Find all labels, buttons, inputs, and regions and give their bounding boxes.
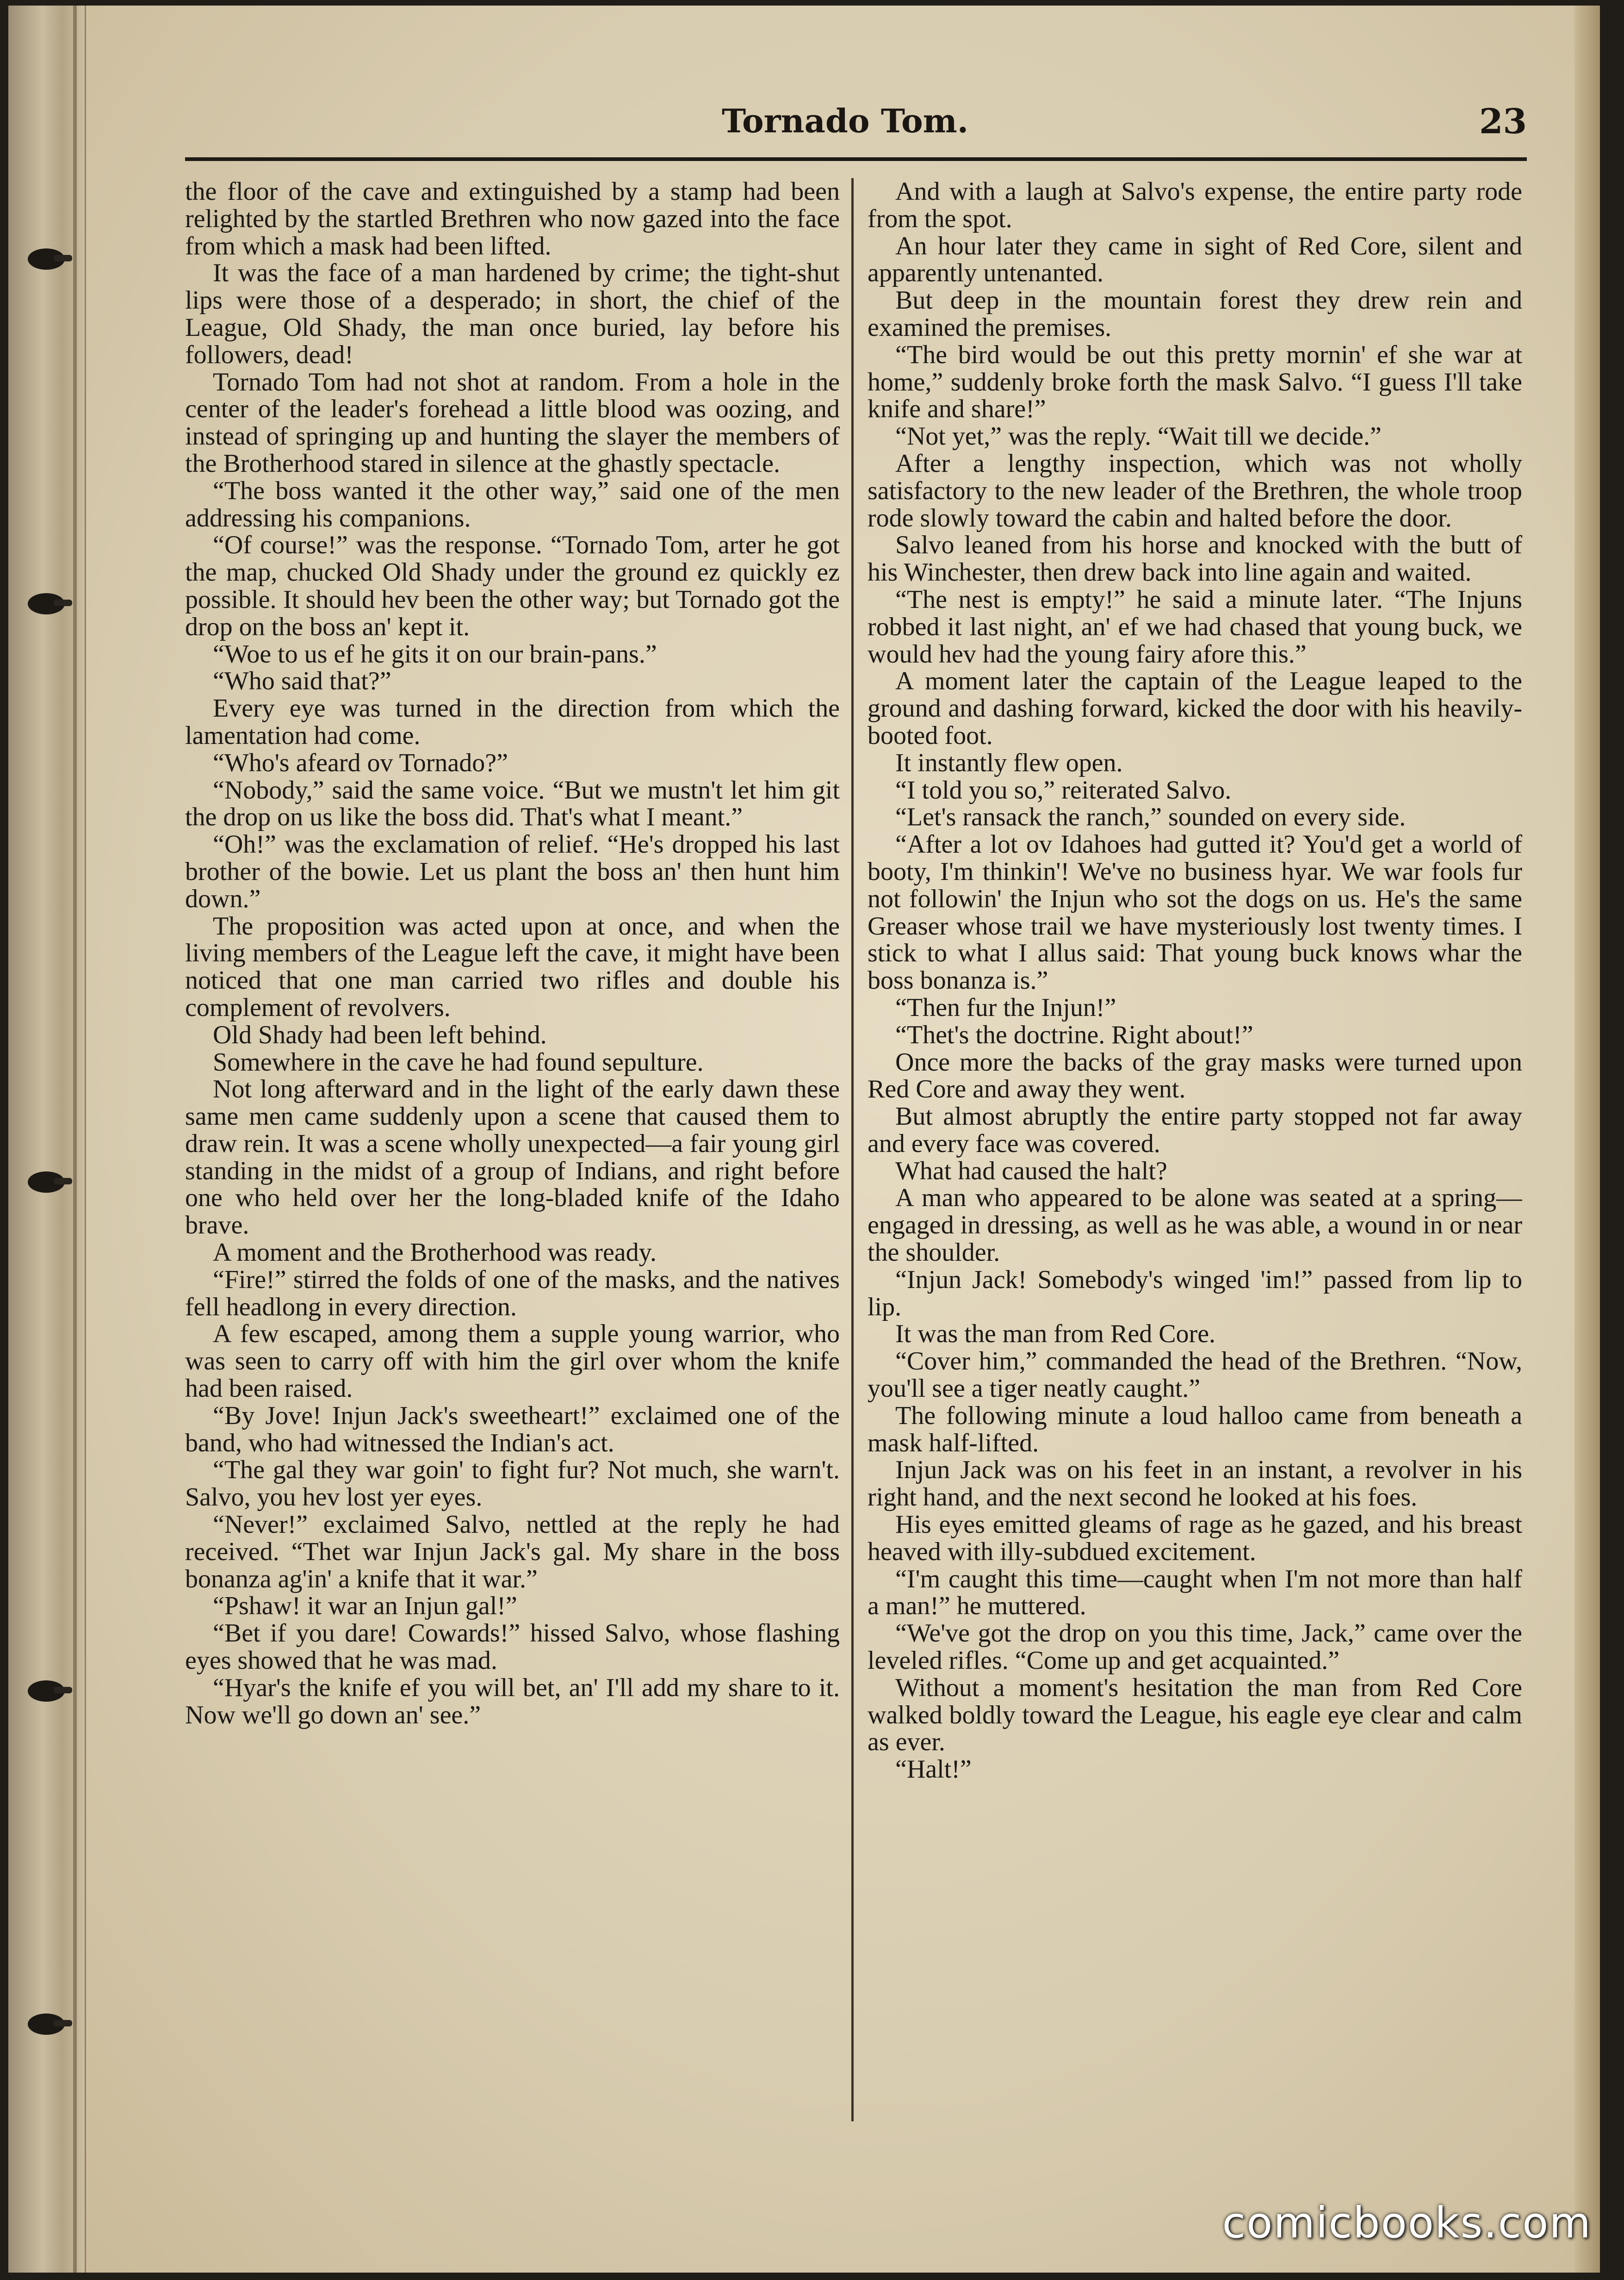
paragraph: “By Jove! Injun Jack's sweetheart!” exclaimed one of the band, who had witnessed the Indian's act. — [185, 1401, 840, 1457]
paragraph: And with a laugh at Salvo's expense, the entire party rode from the spot. — [868, 178, 1522, 233]
paragraph: But deep in the mountain forest they drew rein and examined the premises. — [868, 286, 1522, 342]
paragraph: What had caused the halt? — [895, 1156, 1167, 1185]
paragraph: “Hyar's the knife ef you will bet, an' I'll add my share to it. Now we'll go down an' see.” — [185, 1673, 840, 1729]
column-divider — [851, 178, 854, 2121]
paragraph: “Of course!” was the response. “Tornado Tom, arter he got the map, chucked Old Shady under the ground ez quickly ez possible. It should hev been the other way; but Tornado got the drop on the boss an' kept it. — [185, 531, 840, 641]
paragraph: The proposition was acted upon at once, and when the living members of the League left the cave, it might have been noticed that one man carried two rifles and double his complement of revolvers. — [185, 911, 840, 1022]
paragraph: “Injun Jack! Somebody's winged 'im!” passed from lip to lip. — [868, 1265, 1522, 1321]
paragraph: “I'm caught this time—caught when I'm not more than half a man!” he muttered. — [868, 1564, 1522, 1621]
paragraph: But almost abruptly the entire party stopped not far away and every face was covered. — [868, 1102, 1522, 1158]
binding-hole — [28, 1171, 65, 1193]
binding-spine — [8, 6, 86, 2273]
binding-hole — [28, 1680, 65, 1702]
paragraph: “The nest is empty!” he said a minute later. “The Injuns robbed it last night, an' ef we had chased that young buck, we would hev had the young fairy afore this.” — [868, 585, 1522, 669]
spine-crease — [73, 6, 77, 2273]
paragraph: “We've got the drop on you this time, Jack,” came over the leveled rifles. “Come up and get acquainted.” — [868, 1619, 1522, 1675]
paragraph: “Pshaw! it war an Injun gal!” — [213, 1592, 517, 1621]
paragraph: “Oh!” was the exclamation of relief. “He's dropped his last brother of the bowie. Let us plant the boss an' then hunt him down.” — [185, 830, 840, 913]
page-number: 23 — [1479, 102, 1527, 142]
paragraph: “Never!” exclaimed Salvo, nettled at the reply he had received. “Thet war Injun Jack's gal. My share in the boss bonanza ag'in' a knife that it war.” — [185, 1510, 840, 1593]
paragraph: “Thet's the doctrine. Right about!” — [895, 1020, 1253, 1049]
paragraph: Salvo leaned from his horse and knocked with the butt of his Winchester, then drew back into line again and waited. — [868, 531, 1522, 587]
paragraph: Tornado Tom had not shot at random. From a hole in the center of the leader's forehead a little blood was oozing, and instead of springing up and hunting the slayer the members of the Brotherhood stared in silence at the ghastly spectacle. — [185, 367, 840, 478]
paragraph: “Who's afeard ov Tornado?” — [213, 748, 508, 777]
paragraph: It was the man from Red Core. — [895, 1320, 1216, 1349]
running-header — [185, 93, 1527, 157]
paragraph: Every eye was turned in the direction from which the lamentation had come. — [185, 694, 840, 750]
paragraph: Old Shady had been left behind. — [213, 1020, 547, 1049]
paragraph: The following minute a loud halloo came from beneath a mask half-lifted. — [868, 1401, 1522, 1457]
watermark: comicbooks.com — [1222, 2198, 1592, 2248]
paragraph: Not long afterward and in the light of the early dawn these same men came suddenly upon a scene that caused them to draw rein. It was a scene wholly unexpected—a fair young girl standing in the midst of a group of Indians, and right before one who held over her the long-bladed knife of the Idaho brave. — [185, 1075, 840, 1240]
paragraph: A man who appeared to be alone was seated at a spring—engaged in dressing, as well as he was able, a wound in or near the shoulder. — [868, 1183, 1522, 1267]
paragraph: It was the face of a man hardened by crime; the tight-shut lips were those of a desperado; in short, the chief of the League, Old Shady, the man once buried, lay before his followers, dead! — [185, 259, 840, 369]
paragraph: A few escaped, among them a supple young warrior, who was seen to carry off with him the girl over whom the knife had been raised. — [185, 1320, 840, 1403]
paragraph: “Not yet,” was the reply. “Wait till we decide.” — [895, 422, 1382, 451]
binding-hole — [28, 2014, 65, 2035]
page-edge — [1574, 6, 1600, 2273]
left-column — [185, 178, 840, 2154]
paragraph: the floor of the cave and extinguished by a stamp had been relighted by the startled Brethren who now gazed into the face from which a mask had been lifted. — [185, 178, 840, 260]
paragraph: “The gal they war goin' to fight fur? Not much, she warn't. Salvo, you hev lost yer eyes. — [185, 1456, 840, 1512]
paragraph: “The boss wanted it the other way,” said one of the men addressing his companions. — [185, 476, 840, 533]
paragraph: “Cover him,” commanded the head of the Brethren. “Now, you'll see a tiger neatly caught.” — [868, 1347, 1522, 1403]
paragraph: “After a lot ov Idahoes had gutted it? You'd get a world of booty, I'm thinkin'! We've no business hyar. We war fools fur not followin' the Injun who sot the dogs on us. He's the same Greaser whose trail we have mysteriously lost twenty times. I stick to what I allus said: That young buck knows whar the boss bonanza is.” — [868, 830, 1522, 995]
paragraph: “Woe to us ef he gits it on our brain-pans.” — [213, 639, 657, 669]
paragraph: “Halt!” — [895, 1755, 972, 1784]
binding-hole — [28, 248, 65, 270]
paragraph: It instantly flew open. — [895, 748, 1123, 777]
paragraph: “The bird would be out this pretty mornin' ef she war at home,” suddenly broke forth the mask Salvo. “I guess I'll take knife and share!” — [868, 340, 1522, 424]
running-title: Tornado Tom. — [722, 102, 969, 140]
paragraph: “Fire!” stirred the folds of one of the masks, and the natives fell headlong in every direction. — [185, 1265, 840, 1321]
paragraph: A moment and the Brotherhood was ready. — [213, 1238, 657, 1267]
paragraph: “Bet if you dare! Cowards!” hissed Salvo, whose flashing eyes showed that he was mad. — [185, 1619, 840, 1675]
paragraph: An hour later they came in sight of Red Core, silent and apparently untenanted. — [868, 231, 1522, 288]
paragraph: “Let's ransack the ranch,” sounded on every side. — [895, 803, 1406, 832]
right-column — [868, 178, 1522, 2154]
paragraph: After a lengthy inspection, which was not wholly satisfactory to the new leader of the Brethren, the whole troop rode slowly toward the cabin and halted before the door. — [868, 449, 1522, 533]
paragraph: Injun Jack was on his feet in an instant, a revolver in his right hand, and the next second he looked at his foes. — [868, 1456, 1522, 1512]
paragraph: “Then fur the Injun!” — [895, 993, 1116, 1022]
paragraph: Without a moment's hesitation the man from Red Core walked boldly toward the League, his eagle eye clear and calm as ever. — [868, 1673, 1522, 1757]
binding-hole — [28, 593, 65, 614]
header-rule — [185, 157, 1527, 161]
paragraph: “Who said that?” — [213, 667, 391, 696]
paragraph: “Nobody,” said the same voice. “But we mustn't let him git the drop on us like the boss did. That's what I meant.” — [185, 775, 840, 832]
paragraph: “I told you so,” reiterated Salvo. — [895, 775, 1232, 805]
paragraph: His eyes emitted gleams of rage as he gazed, and his breast heaved with illy-subdued excitement. — [868, 1510, 1522, 1566]
paragraph: Somewhere in the cave he had found sepulture. — [213, 1047, 704, 1077]
paragraph: Once more the backs of the gray masks were turned upon Red Core and away they went. — [868, 1047, 1522, 1104]
paragraph: A moment later the captain of the League leaped to the ground and dashing forward, kicked the door with his heavily-booted foot. — [868, 667, 1522, 750]
